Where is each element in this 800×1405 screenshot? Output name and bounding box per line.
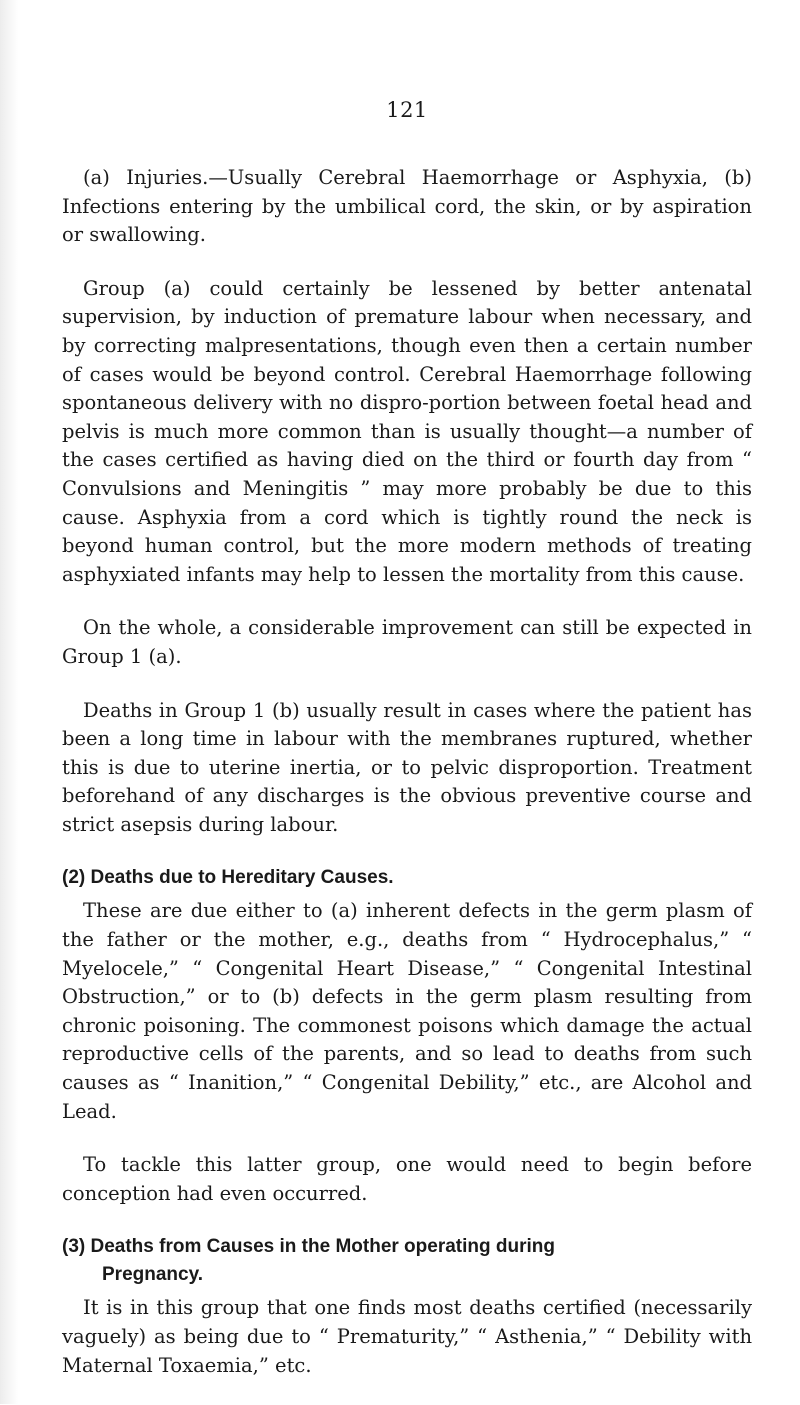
heading-hereditary-causes: (2) Deaths due to Hereditary Causes. <box>62 867 394 889</box>
paragraph-hereditary: These are due either to (a) inherent defects in the germ plasm of the father or the mother, e.g., deaths from “ Hydrocephalus,” “ Myelocele,” “ Congenital Heart Disease,” “ Congenital Intestinal Obstruction,” or to (b) defects in the germ plasm resulting from chronic poisoning. The commonest poisons which damage the actual reproductive cells of the parents, and so lead to deaths from such causes as “ Inanition,” “ Congenital Debility,” etc., are Alcohol and Lead. <box>62 899 752 1123</box>
binding-edge <box>0 0 18 1404</box>
heading-mother-causes <box>62 1233 752 1289</box>
paragraph-group-b: Deaths in Group 1 (b) usually result in cases where the patient has been a long time in labour with the membranes ruptured, whether this is due to uterine inertia, or to pelvic disproportion. Treatment beforehand of any discharges is the obvious preventive course and strict asepsis during labour. <box>62 698 752 836</box>
paragraph-improvement: On the whole, a considerable improvement can still be expected in Group 1 (a). <box>62 616 752 668</box>
paragraph-prematurity: It is in this group that one finds most deaths certified (necessarily vaguely) as being due to “ Prematurity,” “ Asthenia,” “ Debility with Maternal Toxaemia,” etc. <box>62 1296 752 1377</box>
page-number: 121 <box>386 98 428 122</box>
paragraph-tackle: To tackle this latter group, one would need to begin before conception had even occurred. <box>62 1153 752 1205</box>
heading-mother-causes-line2: Pregnancy. <box>102 1264 204 1286</box>
heading-mother-causes-line1: (3) Deaths from Causes in the Mother operating during <box>62 1236 555 1258</box>
paragraph-group-a: Group (a) could certainly be lessened by better antenatal supervision, by induction of premature labour when necessary, and by correcting malpresentations, though even then a certain number of cases would be beyond control. Cerebral Haemorrhage following spontaneous delivery with no dispro-portion between foetal head and pelvis is much more common than is usually thought—a number of the cases certified as having died on the third or fourth day from “ Convulsions and Meningitis ” may more probably be due to this cause. Asphyxia from a cord which is tightly round the neck is beyond human control, but the more modern methods of treating asphyxiated infants may help to lessen the mortality from this cause. <box>62 276 752 586</box>
document-page <box>62 98 752 1405</box>
paragraph-injuries: (a) Injuries.—Usually Cerebral Haemorrhage or Asphyxia, (b) Infections entering by the umbilical cord, the skin, or by aspiration or swallowing. <box>62 166 752 247</box>
